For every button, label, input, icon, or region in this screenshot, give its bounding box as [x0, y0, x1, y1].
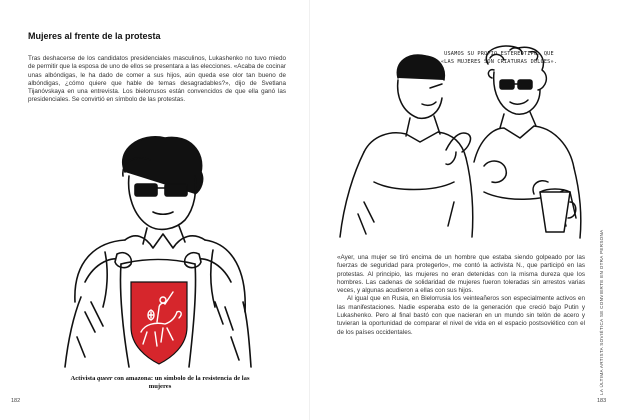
page-number-left: 182	[11, 398, 21, 404]
speech-line-2: «LAS MUJERES SON CRIATURAS DULCES».	[440, 59, 558, 65]
speech-line-1: USAMOS SU PROPIO ESTEREOTIPO: QUE	[444, 51, 554, 57]
caption-rest: con amazona: un símbolo de la resistencia de las mujeres	[112, 375, 250, 391]
page-number-right: 183	[597, 398, 607, 404]
paragraph-1: «Ayer, una mujer se tiró encima de un hombre que estaba siendo golpeado por las fuerzas de seguridad para protegerlo», me contó la activista N., que participó en las protestas. Al principio, las mujeres no eran detenidas con la misma dureza que los hombres. Las cadenas de solidaridad de mujeres fueron toleradas sin arrestos varias veces, y algunas acudieron a ellas con sus hijos.	[337, 254, 585, 295]
section-heading: Mujeres al frente de la protesta	[28, 31, 161, 41]
right-body-text	[337, 254, 585, 337]
caption-prefix: Activista	[70, 375, 98, 382]
running-head: LA ÚLTIMA ARTISTA SOVIÉTICA SE CONVIERTE EN OTRA PERSONA	[599, 229, 604, 395]
pursuit-knight-emblem	[131, 282, 187, 364]
caption-italic: queer	[97, 375, 113, 382]
paragraph-2: Al igual que en Rusia, en Bielorrusia los veinteañeros son especialmente activos en las manifestaciones. Nadie esperaba esto de la generación que creció bajo Putin y Lukashenko. Pero al final bastó con que nacieran en un mundo sin telón de acero y tuvieran la oportunidad de comparar el nivel de vida en el espacio postsoviético con el de los países occidentales.	[337, 295, 585, 336]
activist-illustration	[55, 132, 255, 372]
left-body-text: Tras deshacerse de los candidatos presidenciales masculinos, Lukashenko no tuvo miedo de permitir que la esposa de uno de ellos se presentara a las elecciones. «Acaba de cocinar unas albóndigas, le ha dado de comer a sus hijos, aún queda ese olor tan bueno de albóndigas, ¿cómo quiere que hable de temas desagradables?», dijo de Svetlana Tijanóvskaya en una entrevista. Los bielorrusos están convencidos de que ella ganó las presidenciales. Se convirtió en símbolo de las protestas.	[28, 55, 286, 104]
figure-caption	[60, 375, 260, 392]
two-figures-illustration	[334, 42, 586, 242]
